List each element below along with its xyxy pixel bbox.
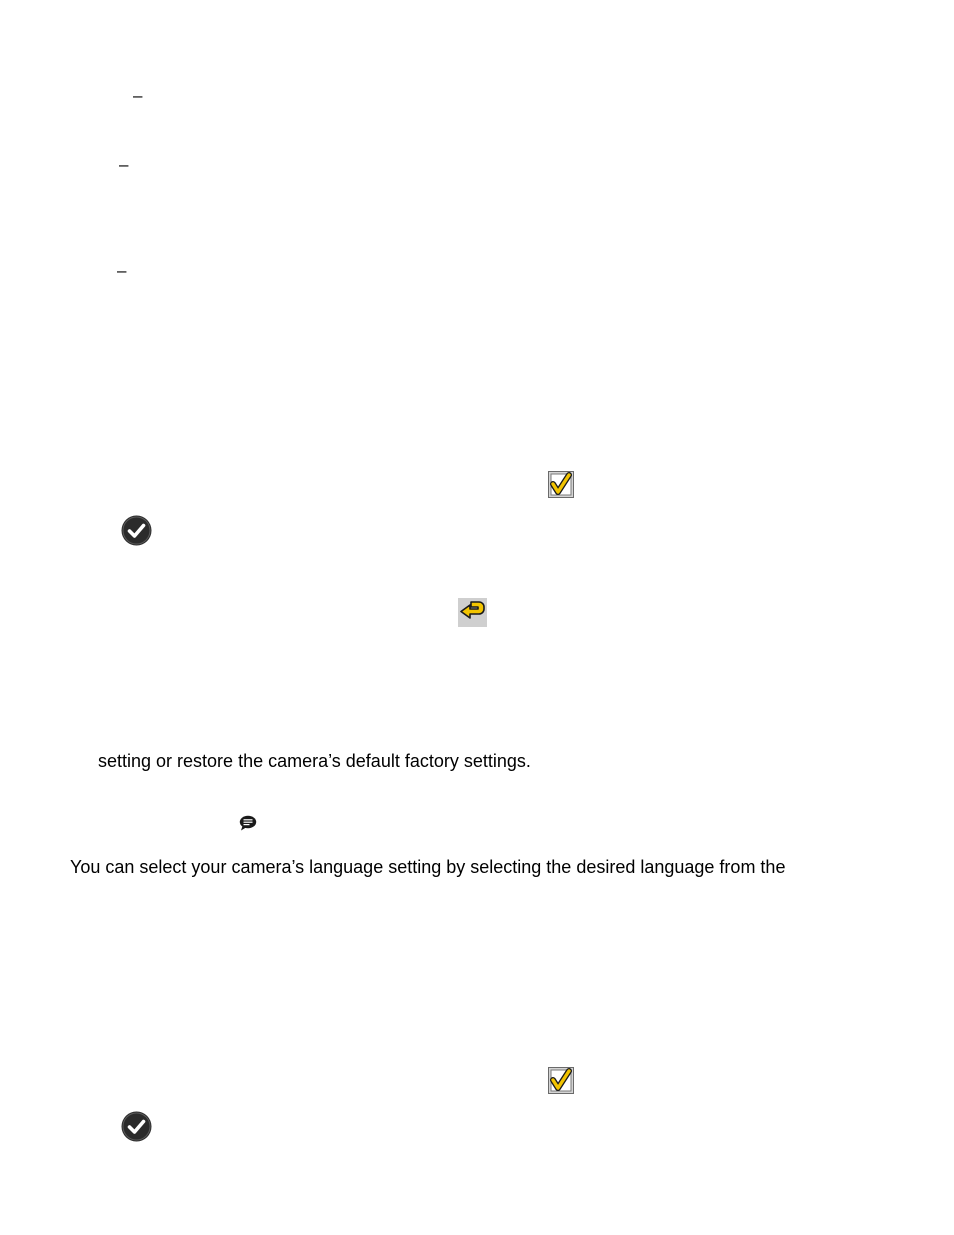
speech-bubble-icon [239, 815, 257, 831]
settings-paragraph-line: setting or restore the camera’s default factory settings. [98, 751, 531, 771]
bullet-dash: – [119, 155, 129, 174]
select-check-icon [121, 1111, 152, 1142]
checkbox-check-icon [548, 1067, 574, 1094]
language-paragraph-line: You can select your camera’s language setting by selecting the desired language from the [70, 857, 786, 877]
select-check-icon [121, 515, 152, 546]
back-arrow-icon [458, 598, 487, 627]
bullet-dash: – [117, 261, 127, 280]
checkbox-check-icon [548, 471, 574, 498]
bullet-dash: – [133, 86, 143, 105]
